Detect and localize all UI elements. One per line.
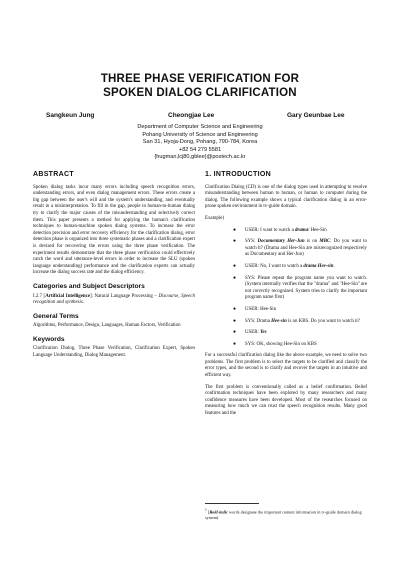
dialog-turn-post: . Do you want to watch it? (Drama and Hee-Sin are misrecognized respectively as Documentary and Her-Jun) <box>245 239 367 258</box>
dialog-turn <box>205 342 367 349</box>
dialog-turn <box>205 330 367 337</box>
dialog-turn <box>205 276 367 302</box>
dialog-turn-bold: Hee-sin <box>271 318 287 324</box>
bullet-icon: ● <box>233 330 237 336</box>
footnote <box>205 507 367 521</box>
general-terms-heading: General Terms <box>33 312 79 320</box>
footnote-divider <box>205 503 259 504</box>
affiliation-address: San 31, Hyoja-Dong, Pohang, 790-784, Korea <box>142 139 258 146</box>
keywords-text: Clarification Dialog, Three Phase Verification, Clarification Expert, Spoken Language Understanding, Dialog Management. <box>33 346 195 359</box>
dialog-turn-pre: USER: <box>245 330 261 336</box>
bullet-icon: ● <box>233 263 237 269</box>
dialog-turn-post: is on KBS. Do you want to watch it? <box>286 318 360 324</box>
author-1: Sangkeun Jung <box>46 112 95 119</box>
dialog-turn-pre: SYS: OK, showing Hee-Sin on KBS <box>245 341 317 347</box>
abstract-text: Spoken dialog tasks incur many errors including speech recognition errors, understanding errors, and even dialog management errors. These errors create a big gap between the user's will and the system's understanding, and eventually result in a misinterpretation. To fill in the gap, people in human-to-human dialog try to clarify the major causes of the misunderstanding and selectively correct them. This paper presents a method for applying the human's clarification techniques to human-machine spoken dialog systems. To increase the error detection precision and error recovery efficiency for the clarification dialog, error detection phase is organized into three systematic phases and a clarification expert is devised for recovering the errors using the three phase verification. The experiment results demonstrate that the three phase verification could effectively catch the word and utterance-level errors in order to increase the SLU (spoken language understanding) performance and the clarification experts can actually increase the dialog success rate and the dialog efficiency. <box>33 184 195 276</box>
categories-text <box>33 294 195 307</box>
footnote-bold: Bold-italic <box>209 509 228 515</box>
dialog-turn-post: . <box>333 263 335 269</box>
keywords-heading: Keywords <box>33 335 65 343</box>
categories-heading: Categories and Subject Descriptors <box>33 282 145 290</box>
bullet-icon: ● <box>233 318 237 324</box>
dialog-turn-bold: Yes <box>260 330 267 336</box>
abstract-heading: ABSTRACT <box>33 171 74 178</box>
dialog-turn-post: / Hee-Sin <box>308 227 327 233</box>
author-2: Cheongjae Lee <box>168 112 215 119</box>
dialog-turn-pre: SYS: Please repeat the program name you want to watch. (System internally verifies that the "drama" and "Hee-Sin" are not correctly recognized. System tries to clarify the important program name first) <box>245 275 367 301</box>
bullet-icon: ● <box>233 227 237 233</box>
dialog-example-list <box>205 228 367 349</box>
author-3: Gary Geunbae Lee <box>287 112 345 119</box>
dialog-turn-pre: USER: I want to watch a <box>245 227 295 233</box>
dialog-turn <box>205 264 367 271</box>
affiliation <box>0 124 400 162</box>
dialog-turn <box>205 239 367 259</box>
intro-paragraph-3: The first problem is conventionally called as a belief confirmation. Belief confirmation techniques have been explored by many researchers and many confidence measures have been developed. Most of the researches focused on measuring how much we can trust the speech recognition results. Many good features and the <box>205 384 367 417</box>
title-line-2: SPOKEN DIALOG CLARIFICATION <box>103 87 297 99</box>
introduction-heading: 1. INTRODUCTION <box>205 171 271 178</box>
paper-title <box>0 72 400 100</box>
title-line-1: THREE PHASE VERIFICATION FOR <box>100 73 300 85</box>
dialog-turn-bold: drama <box>294 227 309 233</box>
dialog-turn-pre: USER: No, I want to watch a <box>245 263 304 269</box>
example-label: Example) <box>205 215 225 221</box>
categories-italic: Discourse, Speech recognition and synthesis. <box>33 293 195 306</box>
general-terms-text: Algorithms, Performance, Design, Languages, Human Factors, Verification <box>33 323 181 329</box>
dialog-turn-bold: MBC <box>319 239 331 245</box>
bullet-icon: ● <box>233 306 237 312</box>
dialog-turn <box>205 319 367 326</box>
footnote-text: words designate the important content information in tv-guide domain dialog system) <box>205 509 362 521</box>
dialog-turn <box>205 307 367 314</box>
categories-label: Artificial Intelligence <box>45 293 90 299</box>
affiliation-phone: +82 54 279 5581 <box>178 146 222 153</box>
bullet-icon: ● <box>233 239 237 245</box>
affiliation-email: {hugman,lcj80,gblee}@postech.ac.kr <box>154 154 246 161</box>
right-column <box>205 172 367 423</box>
intro-paragraph-1: Clarification Dialog (CD) is one of the dialog types used in attempting to resolve misunderstanding between human to human, or human to computer during the dialog. The following example shows a typical clarification dialog in an error-prone spoken environment in tv-guide domain. <box>205 184 367 210</box>
dialog-turn-mid: is on <box>304 239 320 245</box>
dialog-turn-pre: SYS: <box>245 239 258 245</box>
bullet-icon: ● <box>233 275 237 281</box>
left-column <box>33 172 195 365</box>
dialog-turn <box>205 228 367 235</box>
affiliation-univ: Pohang University of Science and Engineering <box>142 131 258 138</box>
bullet-icon: ● <box>233 341 237 347</box>
dialog-turn-pre: USER: Hee-Sin <box>245 306 277 312</box>
dialog-turn-bold: Documentary Her-Jun <box>257 239 305 245</box>
categories-rest: ]: Natural Language Processing – <box>89 293 157 299</box>
dialog-turn-bold: drama Hee-sin <box>303 263 334 269</box>
dialog-turn-pre: SYS: Drama <box>245 318 272 324</box>
categories-code: I.2.7 [ <box>33 293 46 299</box>
intro-paragraph-2: For a successful clarification dialog like the above example, we need to solve two problems. The first problem is to select the targets to be clarified and classify the error types, and the second is to clarify and recover the targets in an intuitive and efficient way. <box>205 353 367 379</box>
footnote-open-paren: [ <box>207 509 210 515</box>
footnote-marker: 1 <box>205 508 207 512</box>
affiliation-dept: Department of Computer Science and Engineering <box>137 124 263 130</box>
